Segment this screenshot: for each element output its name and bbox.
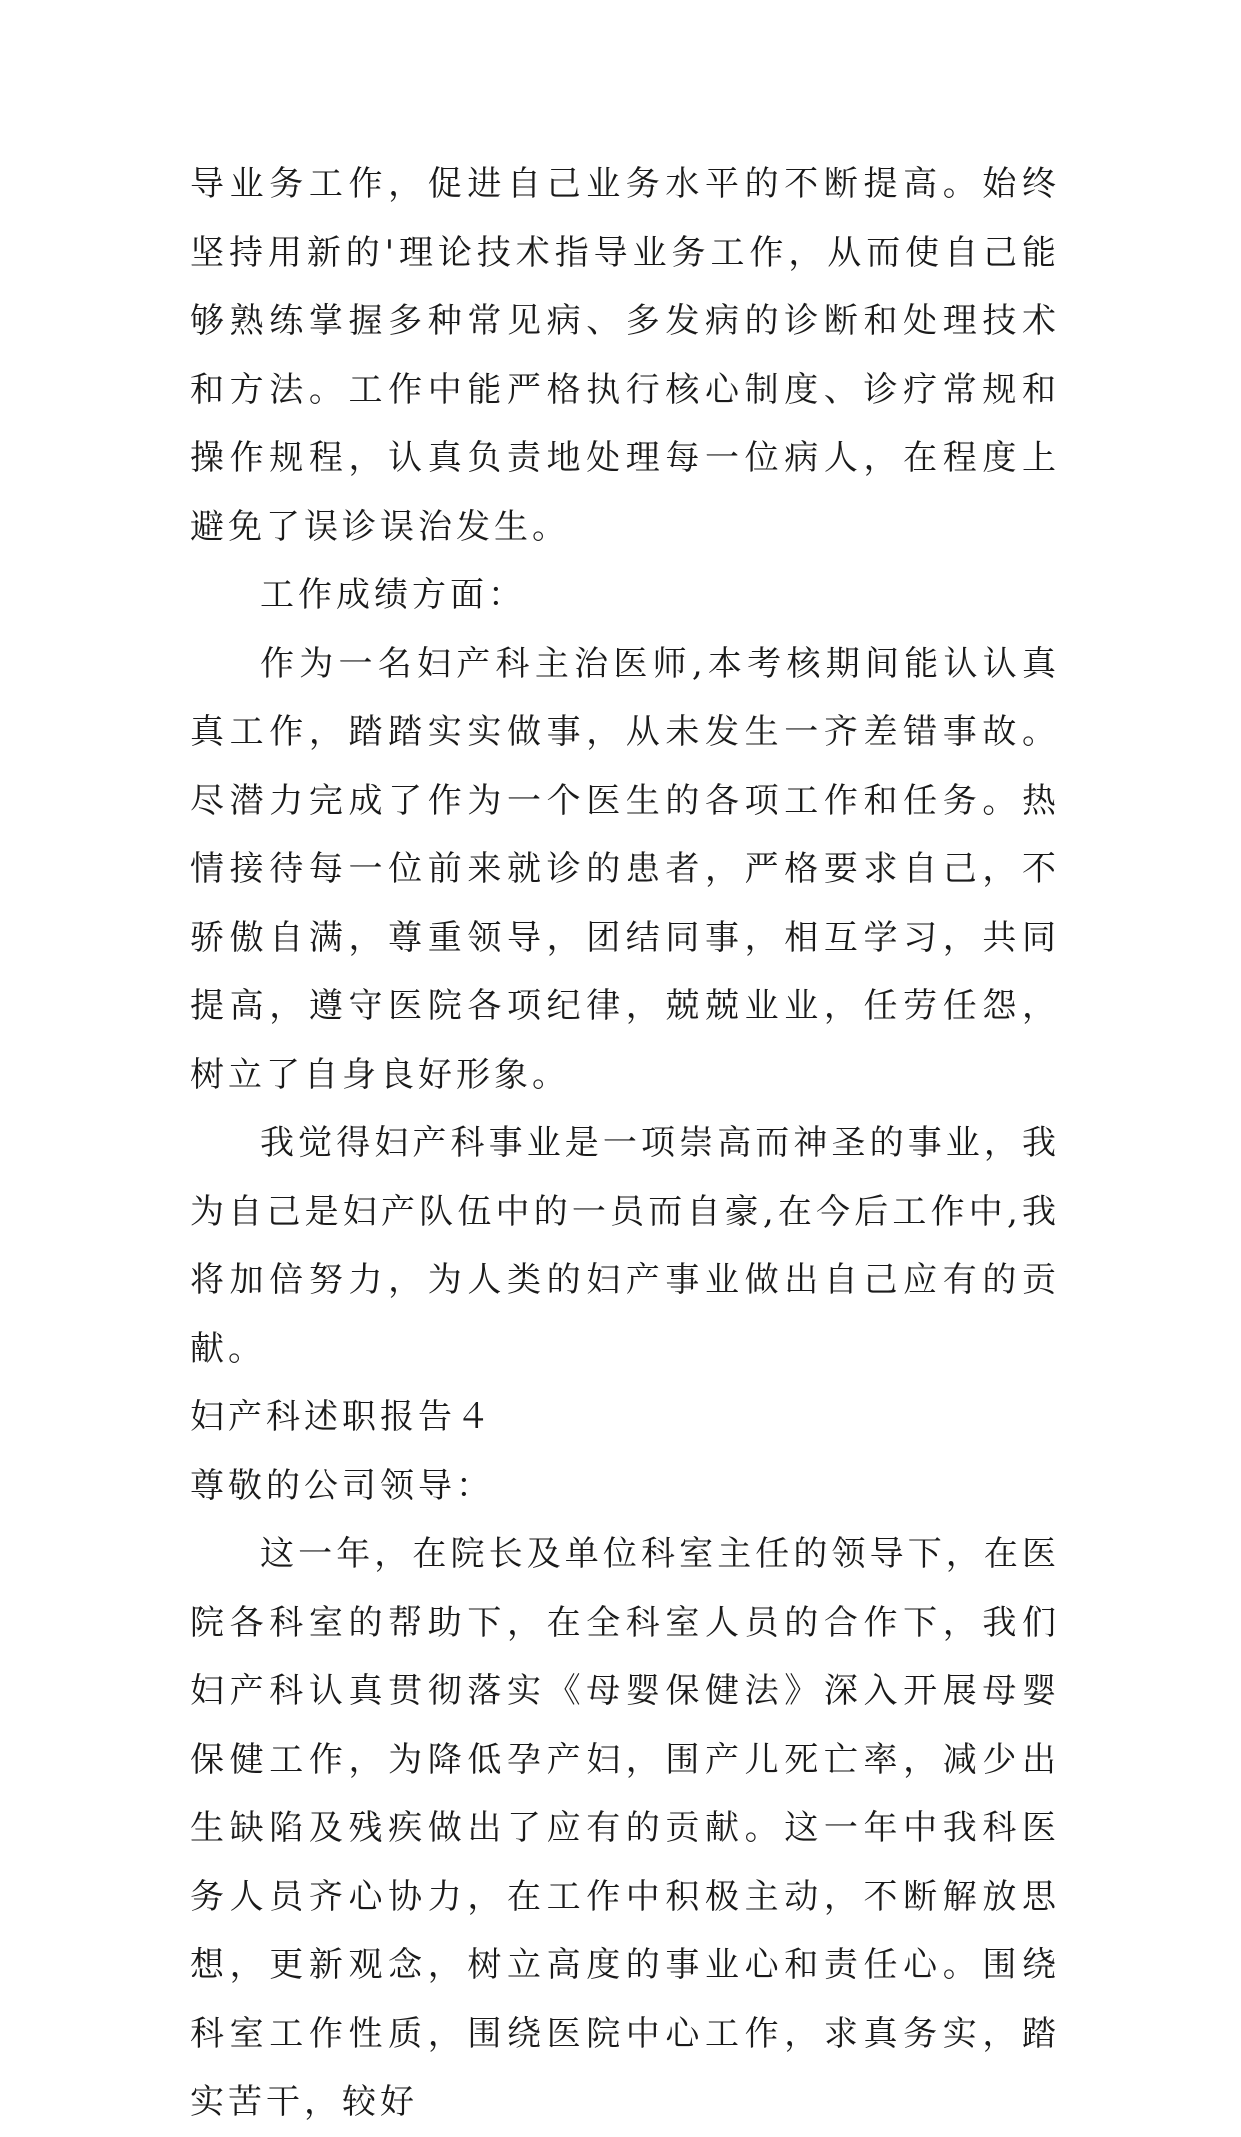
paragraph-annual-summary: 这一年，在院长及单位科室主任的领导下，在医院各科室的帮助下，在全科室人员的合作下，我们妇产科认真贯彻落实《母婴保健法》深入开展母婴保健工作，为降低孕产妇，围产儿死亡率，减少出生缺陷及残疾做出了应有的贡献。这一年中我科医务人员齐心协力，在工作中积极主动，不断解放思想，更新观念，树立高度的事业心和责任心。围绕科室工作性质，围绕医院中心工作，求真务实，踏实苦干，较好 [190,1534,1060,2122]
salutation: 尊敬的公司领导： [190,1465,494,1506]
paragraph-work-achievements-heading: 工作成绩方面： [260,575,526,615]
paragraph-work-achievements: 作为一名妇产科主治医师,本考核期间能认认真真工作，踏踏实实做事，从未发生一齐差错事故。尽潜力完成了作为一个医生的各项工作和任务。热情接待每一位前来就诊的患者，严格要求自己，不骄傲自满，尊重领导，团结同事，相互学习，共同提高，遵守医院各项纪律，兢兢业业，任劳任怨，树立了自身良好形象。 [190,643,1060,1095]
report-title: 妇产科述职报告４ [190,1397,494,1437]
document-body [190,150,1060,2137]
paragraph-career-statement: 我觉得妇产科事业是一项崇高而神圣的事业，我为自己是妇产队伍中的一员而自豪,在今后工作中,我将加倍努力，为人类的妇产事业做出自己应有的贡献。 [190,1123,1060,1369]
paragraph-continuation: 导业务工作，促进自己业务水平的不断提高。始终坚持用新的'理论技术指导业务工作，从而使自己能够熟练掌握多种常见病、多发病的诊断和处理技术和方法。工作中能严格执行核心制度、诊疗常规和操作规程，认真负责地处理每一位病人，在程度上避免了误诊误治发生。 [190,164,1060,547]
